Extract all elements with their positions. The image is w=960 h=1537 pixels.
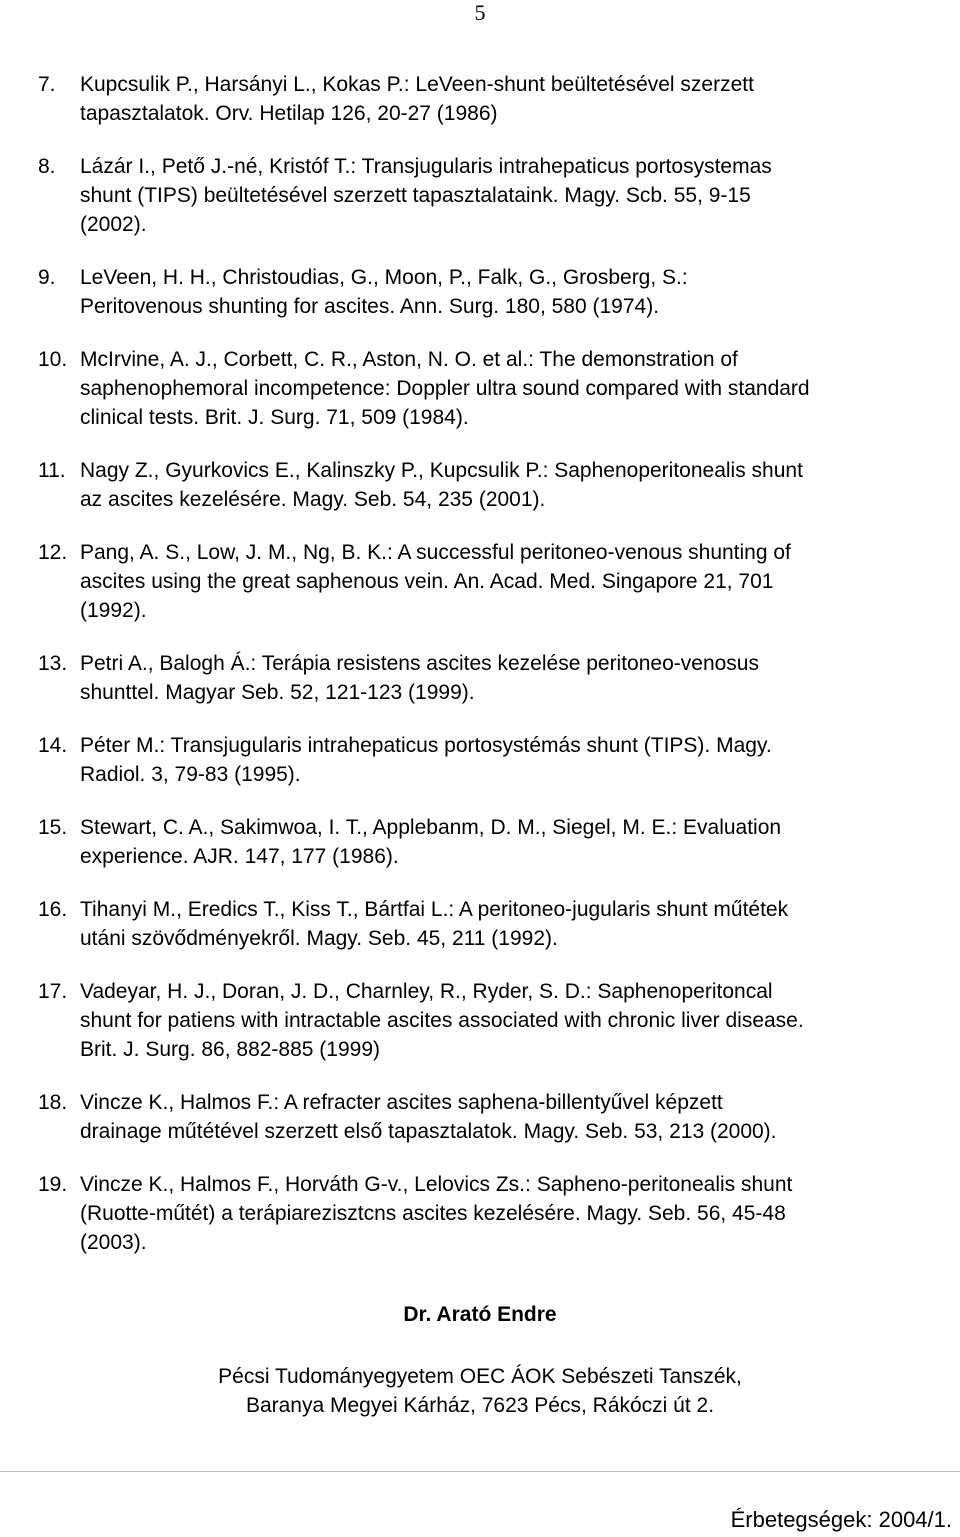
reference-text: Tihanyi M., Eredics T., Kiss T., Bártfai L.: A peritoneo-jugularis shunt műtétek utáni szövődményekről. Magy. Seb. 45, 211 (1992). — [80, 898, 789, 950]
reference-number: 14. — [38, 734, 68, 757]
reference-item — [38, 152, 958, 239]
reference-item — [38, 538, 958, 625]
reference-number: 7. — [38, 73, 56, 96]
reference-item — [38, 813, 958, 871]
reference-number: 18. — [38, 1091, 68, 1114]
reference-text: Pang, A. S., Low, J. M., Ng, B. K.: A successful peritoneo-venous shunting of ascites using the great saphenous vein. An. Acad. Med. Singapore 21, 701 (1992). — [80, 541, 791, 622]
reference-number: 12. — [38, 541, 68, 564]
reference-text: McIrvine, A. J., Corbett, C. R., Aston, N. O. et al.: The demonstration of saphenophemoral incompetence: Doppler ultra sound compared with standard clinical tests. Brit. J. Surg. 71, 509 (1984). — [80, 348, 810, 429]
reference-text: Vincze K., Halmos F.: A refracter ascites saphena-billentyűvel képzett drainage műtétével szerzett első tapasztalatok. Magy. Seb. 53, 213 (2000). — [80, 1091, 777, 1143]
reference-number: 17. — [38, 980, 68, 1003]
reference-number: 13. — [38, 652, 68, 675]
author-block — [0, 1300, 960, 1420]
reference-item — [38, 649, 958, 707]
reference-text: Lázár I., Pető J.-né, Kristóf T.: Transjugularis intrahepaticus portosystemas shunt (TIPS) beültetésével szerzett tapasztalataink. Magy. Scb. 55, 9-15 (2002). — [80, 155, 772, 236]
reference-text: LeVeen, H. H., Christoudias, G., Moon, P., Falk, G., Grosberg, S.: Peritovenous shunting for ascites. Ann. Surg. 180, 580 (1974). — [80, 266, 688, 318]
journal-footer: Érbetegségek: 2004/1. — [730, 1507, 952, 1532]
reference-text: Kupcsulik P., Harsányi L., Kokas P.: LeVeen-shunt beültetésével szerzett tapasztalatok. Orv. Hetilap 126, 20-27 (1986) — [80, 73, 754, 125]
reference-number: 8. — [38, 155, 56, 178]
reference-item — [38, 1170, 958, 1257]
reference-item — [38, 70, 958, 128]
reference-number: 10. — [38, 348, 68, 371]
reference-number: 15. — [38, 816, 68, 839]
reference-number: 16. — [38, 898, 68, 921]
reference-item — [38, 731, 958, 789]
reference-item — [38, 345, 958, 432]
reference-text: Nagy Z., Gyurkovics E., Kalinszky P., Kupcsulik P.: Saphenoperitonealis shunt az ascites kezelésére. Magy. Seb. 54, 235 (2001). — [80, 459, 803, 511]
reference-number: 19. — [38, 1173, 68, 1196]
reference-text: Petri A., Balogh Á.: Terápia resistens ascites kezelése peritoneo-venosus shunttel. Magyar Seb. 52, 121-123 (1999). — [80, 652, 759, 704]
author-affiliation: Pécsi Tudományegyetem OEC ÁOK Sebészeti Tanszék, Baranya Megyei Kárház, 7623 Pécs, Rákóczi út 2. — [218, 1365, 742, 1417]
footer-divider — [0, 1471, 960, 1472]
reference-list — [38, 70, 958, 1281]
reference-item — [38, 456, 958, 514]
reference-item — [38, 1088, 958, 1146]
reference-text: Stewart, C. A., Sakimwoa, I. T., Applebanm, D. M., Siegel, M. E.: Evaluation experience. AJR. 147, 177 (1986). — [80, 816, 782, 868]
reference-item — [38, 263, 958, 321]
reference-number: 9. — [38, 266, 56, 289]
reference-item — [38, 977, 958, 1064]
reference-text: Vincze K., Halmos F., Horváth G-v., Lelovics Zs.: Sapheno-peritonealis shunt (Ruotte-műtét) a terápiarezisztcns ascites kezelésére. Magy. Seb. 56, 45-48 (2003). — [80, 1173, 793, 1254]
reference-number: 11. — [38, 459, 66, 482]
page-number: 5 — [474, 0, 486, 25]
reference-item — [38, 895, 958, 953]
author-name: Dr. Arató Endre — [403, 1303, 557, 1326]
reference-text: Péter M.: Transjugularis intrahepaticus portosystémás shunt (TIPS). Magy. Radiol. 3, 79-83 (1995). — [80, 734, 772, 786]
reference-text: Vadeyar, H. J., Doran, J. D., Charnley, R., Ryder, S. D.: Saphenoperitoncal shunt for patiens with intractable ascites associated with chronic liver disease. Brit. J. Surg. 86, 882-885 (1999) — [80, 980, 804, 1061]
